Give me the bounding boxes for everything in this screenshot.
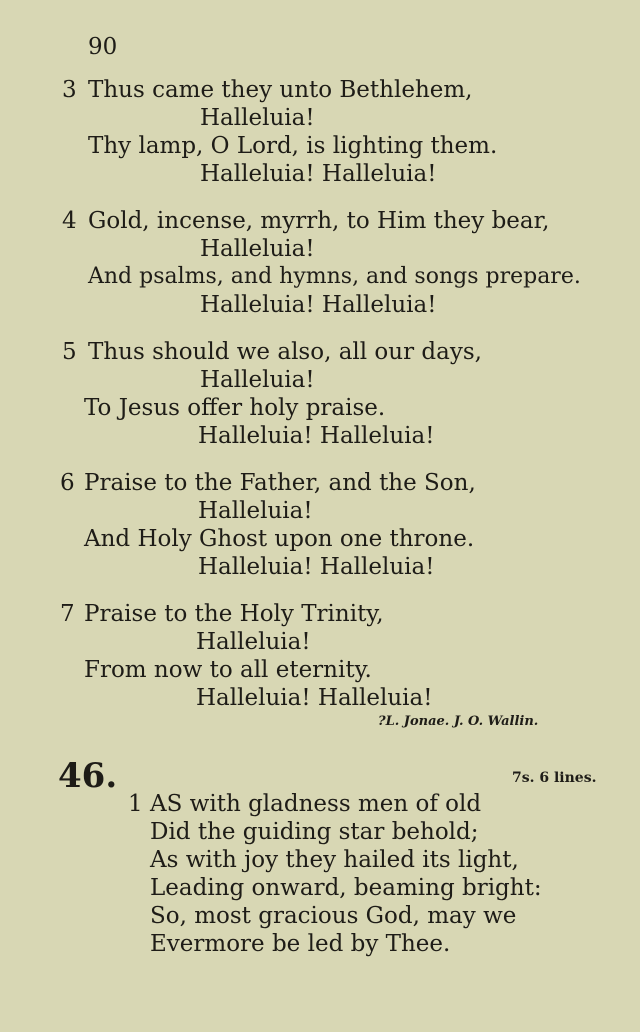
hymn-number: 46. [58,756,118,796]
verse-line: Leading onward, beaming bright: [150,875,542,901]
verse-line: From now to all eternity. [84,657,372,683]
verse-line: Halleluia! Halleluia! [198,554,435,580]
verse-line: Thy lamp, O Lord, is lighting them. [88,133,498,159]
verse-number: 1 [128,791,143,817]
page-number: 90 [88,34,118,60]
verse-line: Praise to the Father, and the Son, [84,470,476,496]
verse-number: 4 [62,208,77,234]
verse-line: Halleluia! Halleluia! [196,685,433,711]
verse-line: And Holy Ghost upon one throne. [84,526,475,552]
verse-line: Halleluia! [200,105,315,131]
hymn-meter: 7s. 6 lines. [512,770,597,786]
verse-line: Praise to the Holy Trinity, [84,601,384,627]
verse-line: Halleluia! [196,629,311,655]
verse-line: Halleluia! Halleluia! [200,161,437,187]
verse-number: 5 [62,339,77,365]
verse-line: AS with gladness men of old [150,791,482,817]
verse-line: Gold, incense, myrrh, to Him they bear, [88,208,550,234]
verse-line: Thus should we also, all our days, [88,339,482,365]
verse-line: So, most gracious God, may we [150,903,517,929]
verse-line: Thus came they unto Bethlehem, [88,77,473,103]
verse-line: Halleluia! Halleluia! [200,292,437,318]
verse-line: Halleluia! [200,236,315,262]
verse-line: And psalms, and hymns, and songs prepare. [88,264,581,289]
verse-line: As with joy they hailed its light, [150,847,519,873]
verse-number: 7 [60,601,75,627]
verse-line: Evermore be led by Thee. [150,931,451,957]
verse-line: Did the guiding star behold; [150,819,479,845]
verse-number: 6 [60,470,75,496]
attribution: ?L. Jonae. J. O. Wallin. [378,714,539,729]
verse-number: 3 [62,77,77,103]
verse-line: Halleluia! Halleluia! [198,423,435,449]
verse-line: To Jesus offer holy praise. [84,395,386,421]
verse-line: Halleluia! [200,367,315,393]
verse-line: Halleluia! [198,498,313,524]
